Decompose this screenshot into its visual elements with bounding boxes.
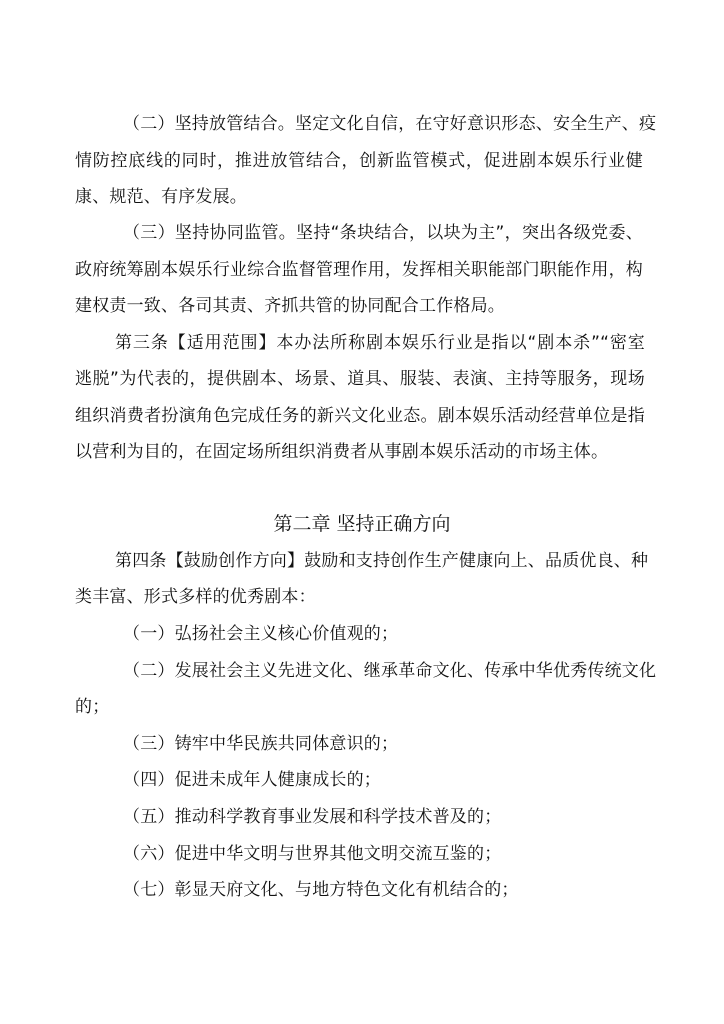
- list-item: （一）弘扬社会主义核心价值观的；: [123, 624, 399, 644]
- item-two-line-2: 情防控底线的同时，推进放管结合，创新监管模式，促进剧本娱乐行业健: [75, 151, 643, 171]
- article-three-line-3: 组织消费者扮演角色完成任务的新兴文化业态。剧本娱乐活动经营单位是指: [75, 406, 645, 426]
- item-three-line-1: （三）坚持协同监管。坚持“条块结合，以块为主”，突出各级党委、: [123, 223, 643, 243]
- chapter-two-title: 第二章 坚持正确方向: [273, 513, 451, 535]
- list-item: （二）发展社会主义先进文化、继承革命文化、传承中华优秀传统文化: [123, 661, 657, 681]
- article-three-line-4: 以营利为目的，在固定场所组织消费者从事剧本娱乐活动的市场主体。: [75, 442, 609, 462]
- list-item: （三）铸牢中华民族共同体意识的；: [123, 734, 399, 754]
- list-item: （七）彰显天府文化、与地方特色文化有机结合的；: [123, 880, 519, 900]
- article-three-line-1: 第三条【适用范围】本办法所称剧本娱乐行业是指以“剧本杀”“密室: [115, 333, 645, 353]
- article-four-line-2: 类丰富、形式多样的优秀剧本：: [75, 587, 316, 607]
- item-two-line-3: 康、规范、有序发展。: [75, 187, 247, 207]
- list-item: （四）促进未成年人健康成长的；: [123, 770, 381, 790]
- article-three-line-2: 逃脱”为代表的，提供剧本、场景、道具、服装、表演、主持等服务，现场: [75, 369, 645, 389]
- list-item: （五）推动科学教育事业发展和科学技术普及的；: [123, 807, 502, 827]
- item-three-line-3: 建权责一致、各司其责、齐抓共管的协同配合工作格局。: [75, 296, 505, 316]
- list-item-continuation: 的；: [75, 697, 110, 717]
- item-three-line-2: 政府统筹剧本娱乐行业综合监督管理作用，发挥相关职能部门职能作用，构: [75, 260, 643, 280]
- list-item: （六）促进中华文明与世界其他文明交流互鉴的；: [123, 844, 502, 864]
- item-two-line-1: （二）坚持放管结合。坚定文化自信，在守好意识形态、安全生产、疫: [123, 114, 657, 134]
- article-four-line-1: 第四条【鼓励创作方向】鼓励和支持创作生产健康向上、品质优良、种: [115, 551, 649, 571]
